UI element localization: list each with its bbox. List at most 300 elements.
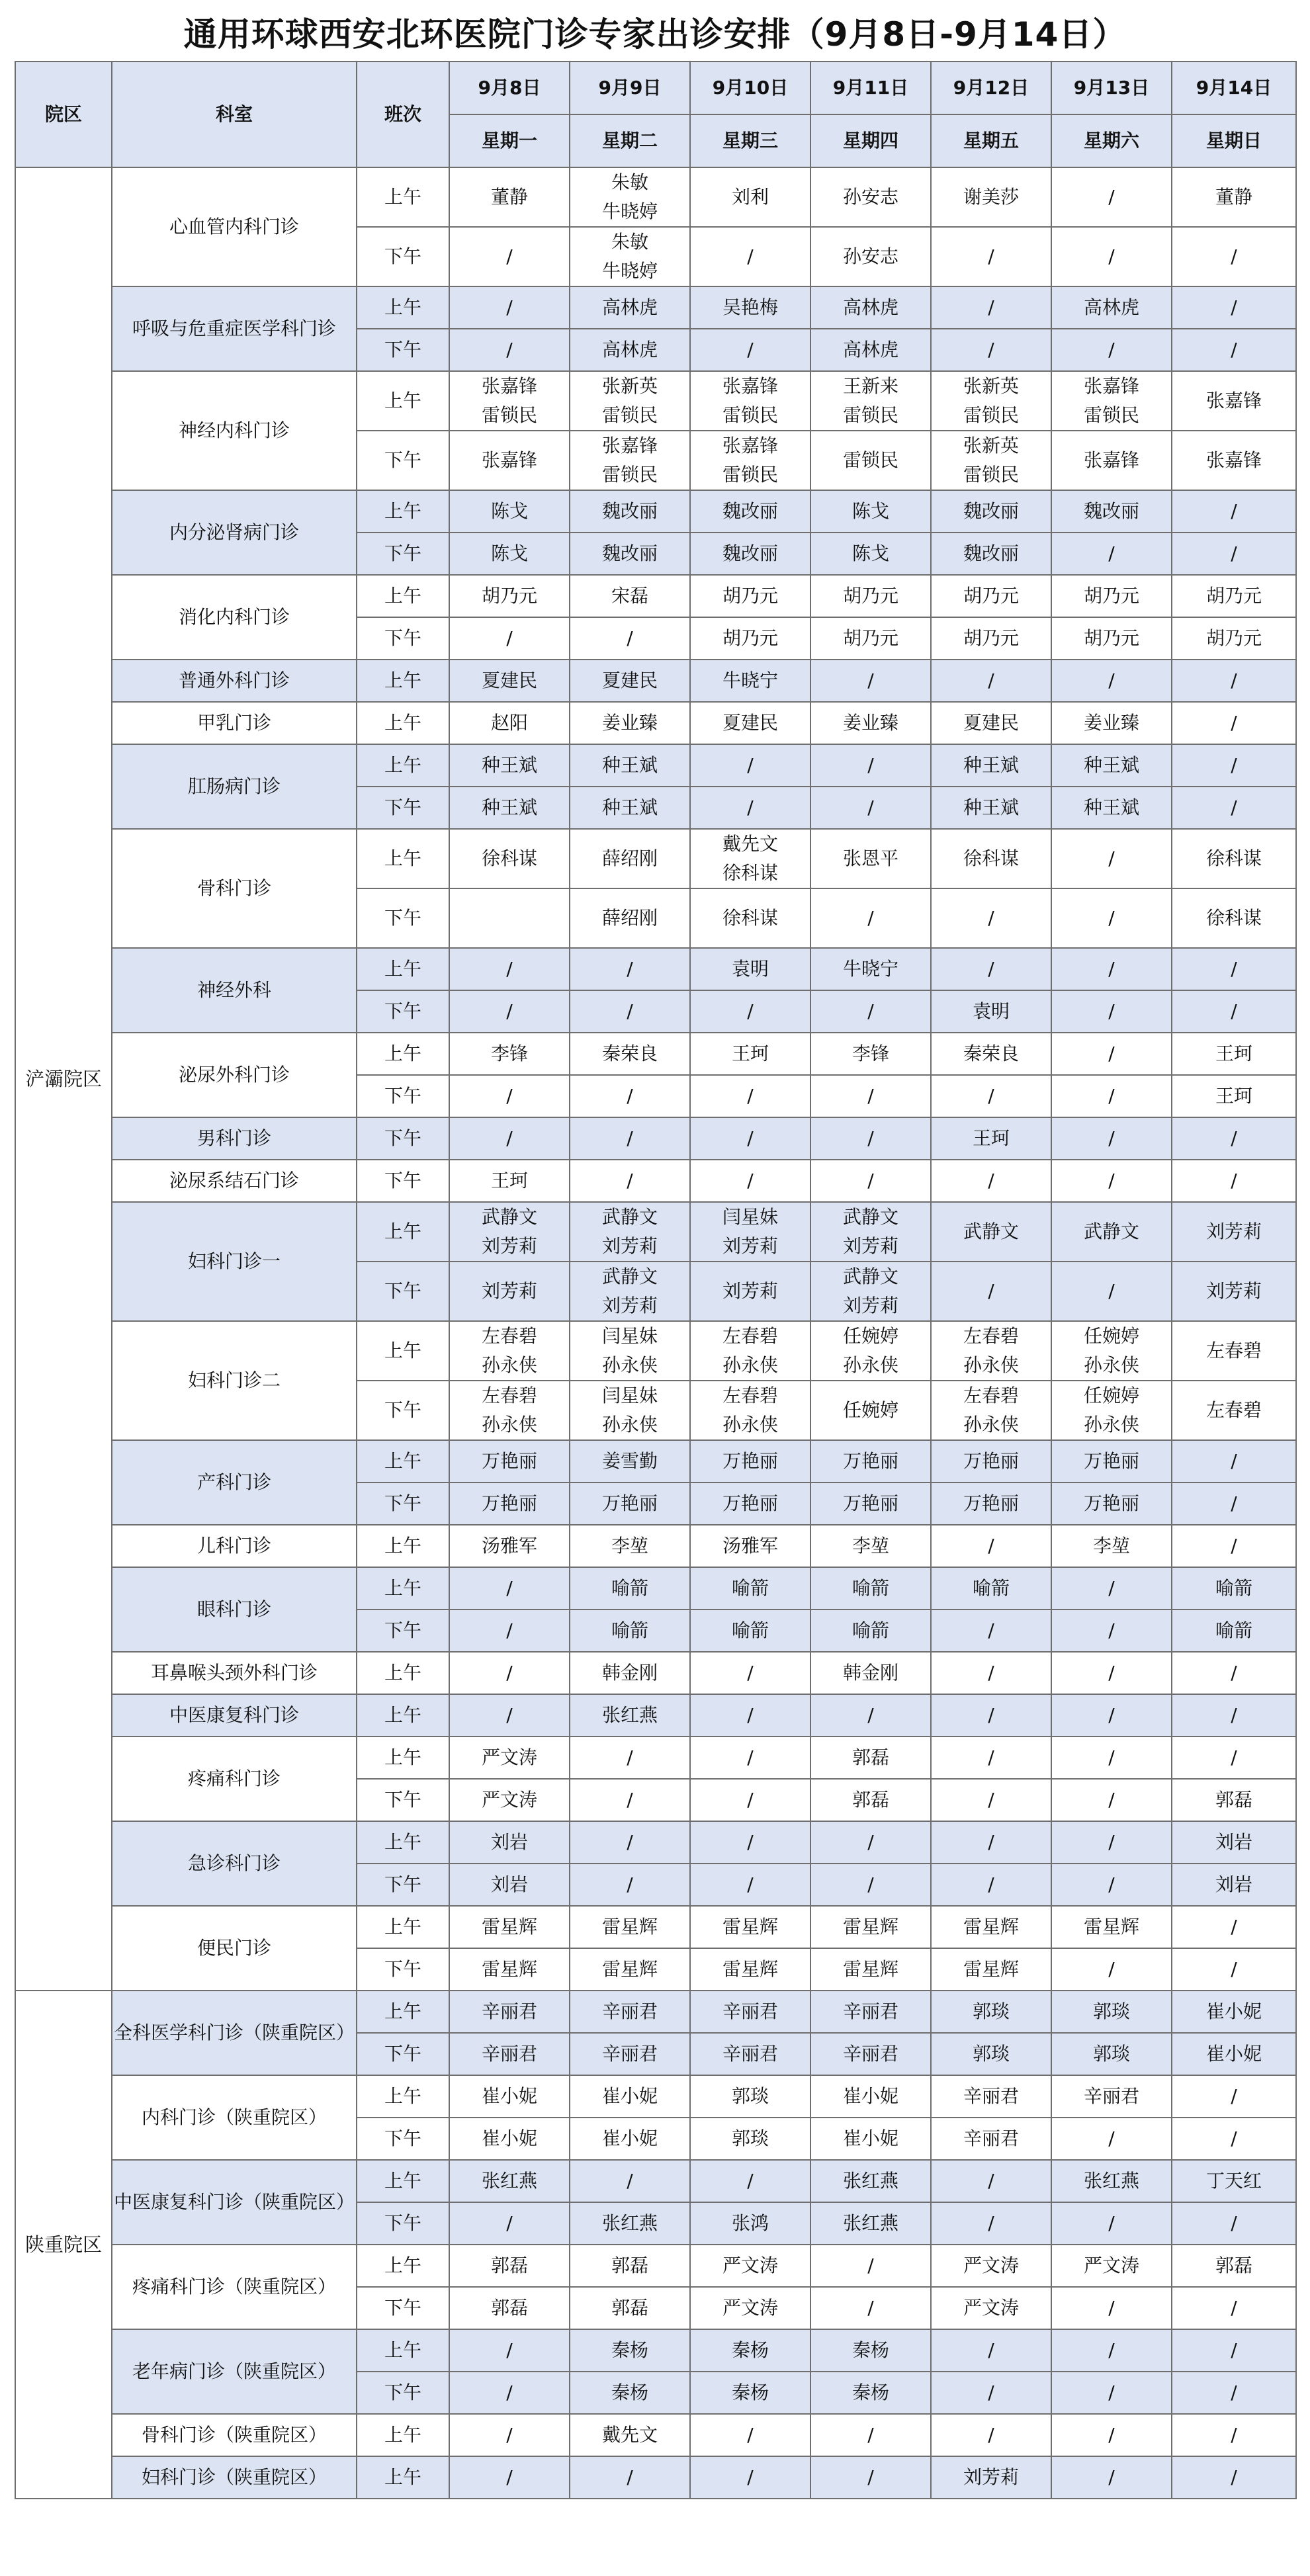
doctor-cell: 辛丽君: [931, 2118, 1051, 2160]
table-row: [15, 1440, 1296, 1482]
doctor-cell: 胡乃元: [449, 575, 570, 617]
doctor-cell: 魏改丽: [1051, 490, 1172, 533]
doctor-cell: 郭琰: [1051, 1991, 1172, 2033]
department-cell: 中医康复科门诊（陕重院区）: [112, 2160, 357, 2245]
doctor-cell: 刘岩: [1172, 1821, 1296, 1864]
doctor-cell: 陈戈: [449, 490, 570, 533]
doctor-cell: 左春碧: [1172, 1381, 1296, 1440]
doctor-cell: [570, 1321, 690, 1381]
doctor-cell: /: [570, 2160, 690, 2202]
table-row: [15, 948, 1296, 990]
doctor-name: 张嘉锋: [1083, 375, 1139, 397]
slot-cell: 上午: [357, 2329, 449, 2372]
doctor-cell: /: [690, 2414, 810, 2456]
doctor-cell: /: [690, 787, 810, 829]
header-date: 9月8日: [449, 62, 570, 114]
doctor-cell: /: [810, 990, 931, 1033]
doctor-cell: 秦杨: [810, 2329, 931, 2372]
doctor-name: 刘芳莉: [481, 1235, 537, 1257]
table-row: [15, 1160, 1296, 1202]
doctor-cell: /: [810, 1821, 931, 1864]
doctor-cell: /: [690, 1821, 810, 1864]
doctor-cell: /: [931, 2329, 1051, 2372]
doctor-cell: /: [1051, 1262, 1172, 1321]
doctor-cell: [1051, 371, 1172, 431]
doctor-cell: 汤雅军: [690, 1525, 810, 1567]
doctor-cell: /: [449, 2329, 570, 2372]
doctor-cell: 高林虎: [810, 329, 931, 371]
table-row: [15, 1117, 1296, 1160]
doctor-cell: /: [449, 1610, 570, 1652]
campus-cell: 陕重院区: [15, 1991, 112, 2499]
doctor-cell: /: [1051, 1737, 1172, 1779]
doctor-cell: 辛丽君: [570, 1991, 690, 2033]
slot-cell: 上午: [357, 2245, 449, 2287]
header-date: 9月9日: [570, 62, 690, 114]
doctor-name: 任婉婷: [1083, 1385, 1139, 1406]
doctor-cell: 吴艳梅: [690, 286, 810, 329]
doctor-cell: /: [1172, 2456, 1296, 2499]
header-weekday: 星期三: [690, 114, 810, 167]
doctor-name: 牛晓婷: [601, 260, 658, 282]
slot-cell: 下午: [357, 1779, 449, 1821]
doctor-cell: /: [570, 990, 690, 1033]
doctor-cell: 姜雪勤: [570, 1440, 690, 1482]
doctor-cell: 董静: [449, 167, 570, 227]
doctor-cell: /: [449, 286, 570, 329]
doctor-cell: 张嘉锋: [449, 431, 570, 490]
doctor-cell: /: [931, 2202, 1051, 2245]
doctor-name: 雷锁民: [963, 404, 1019, 426]
doctor-cell: /: [931, 2414, 1051, 2456]
doctor-cell: /: [449, 1567, 570, 1610]
doctor-cell: 夏建民: [570, 660, 690, 702]
slot-cell: 下午: [357, 1160, 449, 1202]
table-row: [15, 1033, 1296, 1075]
doctor-cell: 刘岩: [449, 1821, 570, 1864]
doctor-cell: [810, 371, 931, 431]
doctor-cell: /: [1172, 2118, 1296, 2160]
department-cell: 全科医学科门诊（陕重院区）: [112, 1991, 357, 2075]
table-row: [15, 744, 1296, 787]
doctor-cell: 魏改丽: [690, 490, 810, 533]
department-cell: 普通外科门诊: [112, 660, 357, 702]
doctor-cell: 万艳丽: [1051, 1440, 1172, 1482]
doctor-cell: /: [1172, 2414, 1296, 2456]
doctor-name: 雷锁民: [722, 404, 778, 426]
doctor-cell: /: [449, 2372, 570, 2414]
doctor-cell: 严文涛: [931, 2245, 1051, 2287]
doctor-cell: /: [1051, 1117, 1172, 1160]
doctor-cell: [449, 888, 570, 948]
doctor-cell: 雷星辉: [810, 1906, 931, 1948]
slot-cell: 下午: [357, 1482, 449, 1525]
doctor-cell: 喻箭: [810, 1610, 931, 1652]
doctor-cell: 喻箭: [690, 1610, 810, 1652]
doctor-name: 闫星妹: [722, 1206, 778, 1228]
doctor-cell: [570, 431, 690, 490]
doctor-cell: 徐科谋: [690, 888, 810, 948]
doctor-name: 雷锁民: [842, 404, 898, 426]
doctor-cell: /: [931, 1864, 1051, 1906]
doctor-cell: /: [449, 2414, 570, 2456]
table-row: [15, 1525, 1296, 1567]
doctor-cell: 夏建民: [931, 702, 1051, 744]
header-date: 9月12日: [931, 62, 1051, 114]
department-cell: 消化内科门诊: [112, 575, 357, 660]
doctor-cell: /: [810, 2245, 931, 2287]
doctor-cell: 薛绍刚: [570, 829, 690, 888]
doctor-cell: 秦荣良: [931, 1033, 1051, 1075]
doctor-cell: 辛丽君: [1051, 2075, 1172, 2118]
doctor-name: 左春碧: [722, 1385, 778, 1406]
doctor-cell: 雷锁民: [810, 431, 931, 490]
slot-cell: 上午: [357, 2456, 449, 2499]
doctor-cell: 辛丽君: [570, 2033, 690, 2075]
doctor-cell: /: [1172, 1525, 1296, 1567]
doctor-cell: 丁天红: [1172, 2160, 1296, 2202]
doctor-cell: /: [449, 1652, 570, 1694]
slot-cell: 上午: [357, 1694, 449, 1737]
doctor-cell: /: [1051, 990, 1172, 1033]
header-date: 9月10日: [690, 62, 810, 114]
doctor-cell: /: [1172, 533, 1296, 575]
doctor-cell: /: [810, 2456, 931, 2499]
doctor-cell: /: [931, 888, 1051, 948]
doctor-cell: /: [690, 1737, 810, 1779]
doctor-cell: /: [1051, 1948, 1172, 1991]
doctor-cell: [570, 371, 690, 431]
doctor-cell: 刘芳莉: [1172, 1202, 1296, 1262]
doctor-cell: [690, 1381, 810, 1440]
doctor-cell: 严文涛: [931, 2287, 1051, 2329]
doctor-cell: 万艳丽: [931, 1482, 1051, 1525]
doctor-cell: 雷星辉: [690, 1906, 810, 1948]
doctor-cell: [570, 1202, 690, 1262]
slot-cell: 下午: [357, 1262, 449, 1321]
slot-cell: 上午: [357, 948, 449, 990]
doctor-cell: 雷星辉: [449, 1948, 570, 1991]
department-cell: 耳鼻喉头颈外科门诊: [112, 1652, 357, 1694]
doctor-name: 武静文: [481, 1206, 537, 1228]
doctor-cell: /: [690, 1160, 810, 1202]
slot-cell: 上午: [357, 1906, 449, 1948]
doctor-cell: 姜业臻: [810, 702, 931, 744]
department-cell: 中医康复科门诊: [112, 1694, 357, 1737]
slot-cell: 下午: [357, 990, 449, 1033]
header-weekday: 星期一: [449, 114, 570, 167]
doctor-cell: 万艳丽: [810, 1440, 931, 1482]
doctor-cell: 胡乃元: [1051, 575, 1172, 617]
table-row: [15, 167, 1296, 227]
table-row: [15, 490, 1296, 533]
doctor-cell: 万艳丽: [449, 1440, 570, 1482]
doctor-cell: 胡乃元: [931, 617, 1051, 660]
doctor-cell: [449, 1321, 570, 1381]
doctor-name: 戴先文: [722, 833, 778, 855]
doctor-cell: 郭琰: [690, 2118, 810, 2160]
doctor-name: 雷锁民: [1083, 404, 1139, 426]
slot-cell: 下午: [357, 329, 449, 371]
doctor-cell: /: [690, 1694, 810, 1737]
doctor-cell: 张鸿: [690, 2202, 810, 2245]
doctor-name: 刘芳莉: [842, 1235, 898, 1257]
doctor-cell: 郭磊: [570, 2287, 690, 2329]
slot-cell: 上午: [357, 1440, 449, 1482]
doctor-cell: [931, 1381, 1051, 1440]
doctor-name: 朱敏: [611, 171, 648, 193]
doctor-cell: 韩金刚: [810, 1652, 931, 1694]
slot-cell: 下午: [357, 1381, 449, 1440]
doctor-cell: /: [810, 1075, 931, 1117]
doctor-cell: /: [449, 1075, 570, 1117]
doctor-cell: /: [1051, 1567, 1172, 1610]
doctor-cell: /: [1172, 1440, 1296, 1482]
doctor-cell: /: [931, 329, 1051, 371]
doctor-cell: 赵阳: [449, 702, 570, 744]
doctor-name: 孙永侠: [1083, 1354, 1139, 1376]
doctor-cell: 辛丽君: [810, 2033, 931, 2075]
doctor-cell: 胡乃元: [690, 575, 810, 617]
doctor-cell: 喻箭: [810, 1567, 931, 1610]
header-row-dates: [15, 62, 1296, 114]
table-row: [15, 1567, 1296, 1610]
slot-cell: 下午: [357, 2372, 449, 2414]
doctor-cell: 崔小妮: [449, 2118, 570, 2160]
doctor-cell: /: [449, 2202, 570, 2245]
doctor-name: 张嘉锋: [722, 435, 778, 456]
doctor-name: 武静文: [842, 1266, 898, 1287]
doctor-cell: 胡乃元: [690, 617, 810, 660]
doctor-cell: 崔小妮: [810, 2075, 931, 2118]
doctor-name: 雷锁民: [601, 404, 658, 426]
doctor-cell: /: [1172, 286, 1296, 329]
doctor-cell: 辛丽君: [931, 2075, 1051, 2118]
doctor-cell: /: [1172, 1482, 1296, 1525]
doctor-cell: 汤雅军: [449, 1525, 570, 1567]
table-row: [15, 286, 1296, 329]
slot-cell: 下午: [357, 888, 449, 948]
doctor-cell: /: [1172, 490, 1296, 533]
doctor-cell: 袁明: [931, 990, 1051, 1033]
doctor-cell: 夏建民: [449, 660, 570, 702]
doctor-cell: /: [449, 617, 570, 660]
slot-cell: 上午: [357, 2414, 449, 2456]
slot-cell: 下午: [357, 1075, 449, 1117]
doctor-cell: 刘岩: [1172, 1864, 1296, 1906]
doctor-cell: /: [1051, 1652, 1172, 1694]
doctor-cell: 姜业臻: [570, 702, 690, 744]
doctor-cell: /: [1172, 1652, 1296, 1694]
doctor-cell: /: [810, 2414, 931, 2456]
doctor-cell: /: [931, 948, 1051, 990]
doctor-cell: 刘芳莉: [690, 1262, 810, 1321]
doctor-cell: 严文涛: [1051, 2245, 1172, 2287]
department-cell: 疼痛科门诊（陕重院区）: [112, 2245, 357, 2329]
doctor-cell: 魏改丽: [570, 533, 690, 575]
doctor-cell: [690, 1321, 810, 1381]
slot-cell: 上午: [357, 702, 449, 744]
doctor-cell: 胡乃元: [810, 617, 931, 660]
doctor-cell: /: [1051, 2372, 1172, 2414]
doctor-cell: /: [1172, 2372, 1296, 2414]
doctor-cell: 姜业臻: [1051, 702, 1172, 744]
doctor-cell: 胡乃元: [1051, 617, 1172, 660]
doctor-cell: [931, 371, 1051, 431]
doctor-name: 张新英: [963, 435, 1019, 456]
doctor-cell: /: [690, 1779, 810, 1821]
doctor-cell: /: [1172, 227, 1296, 286]
doctor-cell: 郭琰: [690, 2075, 810, 2118]
department-cell: 心血管内科门诊: [112, 167, 357, 286]
doctor-cell: 喻箭: [1172, 1567, 1296, 1610]
doctor-cell: 郭磊: [449, 2245, 570, 2287]
doctor-cell: /: [1172, 2075, 1296, 2118]
doctor-cell: /: [931, 1525, 1051, 1567]
slot-cell: 上午: [357, 167, 449, 227]
doctor-name: 孙永侠: [722, 1354, 778, 1376]
doctor-cell: 胡乃元: [810, 575, 931, 617]
slot-cell: 下午: [357, 787, 449, 829]
slot-cell: 上午: [357, 1821, 449, 1864]
doctor-name: 雷锁民: [963, 464, 1019, 486]
doctor-cell: /: [449, 1694, 570, 1737]
doctor-cell: 陈戈: [449, 533, 570, 575]
doctor-cell: 张红燕: [570, 1694, 690, 1737]
doctor-cell: 雷星辉: [690, 1948, 810, 1991]
doctor-cell: /: [690, 2456, 810, 2499]
slot-cell: 下午: [357, 2118, 449, 2160]
doctor-cell: 万艳丽: [690, 1482, 810, 1525]
doctor-cell: 徐科谋: [1172, 888, 1296, 948]
doctor-cell: 刘芳莉: [1172, 1262, 1296, 1321]
doctor-cell: 崔小妮: [570, 2075, 690, 2118]
department-cell: 产科门诊: [112, 1440, 357, 1525]
doctor-cell: 魏改丽: [570, 490, 690, 533]
doctor-cell: 武静文: [1051, 1202, 1172, 1262]
slot-cell: 下午: [357, 2033, 449, 2075]
doctor-name: 左春碧: [963, 1385, 1019, 1406]
doctor-cell: 高林虎: [570, 286, 690, 329]
slot-cell: 上午: [357, 1567, 449, 1610]
doctor-cell: 郭琰: [931, 1991, 1051, 2033]
doctor-cell: 孙安志: [810, 227, 931, 286]
slot-cell: 上午: [357, 1525, 449, 1567]
doctor-cell: /: [1051, 2414, 1172, 2456]
doctor-cell: /: [931, 1821, 1051, 1864]
doctor-cell: /: [1051, 1033, 1172, 1075]
slot-cell: 上午: [357, 286, 449, 329]
doctor-cell: /: [1172, 1694, 1296, 1737]
table-row: [15, 1821, 1296, 1864]
doctor-cell: /: [690, 2160, 810, 2202]
doctor-cell: 韩金刚: [570, 1652, 690, 1694]
doctor-cell: [449, 1202, 570, 1262]
doctor-cell: /: [570, 1117, 690, 1160]
department-cell: 内分泌肾病门诊: [112, 490, 357, 575]
doctor-cell: 喻箭: [931, 1567, 1051, 1610]
slot-cell: 上午: [357, 829, 449, 888]
doctor-cell: 种王斌: [1051, 787, 1172, 829]
doctor-cell: 种王斌: [931, 744, 1051, 787]
doctor-cell: /: [1172, 1160, 1296, 1202]
header-weekday: 星期五: [931, 114, 1051, 167]
doctor-cell: /: [931, 1694, 1051, 1737]
doctor-cell: /: [570, 1864, 690, 1906]
doctor-cell: [931, 1321, 1051, 1381]
doctor-cell: 胡乃元: [931, 575, 1051, 617]
doctor-cell: 夏建民: [690, 702, 810, 744]
doctor-cell: /: [690, 329, 810, 371]
doctor-name: 孙永侠: [481, 1354, 537, 1376]
doctor-cell: /: [810, 1864, 931, 1906]
slot-cell: 下午: [357, 1117, 449, 1160]
doctor-cell: /: [570, 1737, 690, 1779]
doctor-name: 左春碧: [722, 1325, 778, 1347]
doctor-cell: /: [1051, 1694, 1172, 1737]
doctor-cell: 种王斌: [570, 744, 690, 787]
doctor-cell: /: [690, 1864, 810, 1906]
doctor-name: 孙永侠: [722, 1414, 778, 1436]
doctor-name: 刘芳莉: [601, 1295, 658, 1316]
doctor-cell: /: [570, 1160, 690, 1202]
doctor-cell: 李锋: [810, 1033, 931, 1075]
doctor-cell: /: [810, 1694, 931, 1737]
doctor-name: 徐科谋: [722, 862, 778, 884]
doctor-cell: 崔小妮: [810, 2118, 931, 2160]
doctor-cell: [931, 431, 1051, 490]
slot-cell: 上午: [357, 2075, 449, 2118]
doctor-cell: 严文涛: [690, 2245, 810, 2287]
doctor-cell: /: [931, 1160, 1051, 1202]
doctor-cell: /: [1172, 2287, 1296, 2329]
doctor-cell: /: [810, 888, 931, 948]
header-weekday: 星期四: [810, 114, 931, 167]
doctor-name: 张嘉锋: [601, 435, 658, 456]
department-cell: 疼痛科门诊: [112, 1737, 357, 1821]
slot-cell: 上午: [357, 575, 449, 617]
header-date: 9月11日: [810, 62, 931, 114]
doctor-cell: /: [449, 2456, 570, 2499]
doctor-name: 雷锁民: [601, 464, 658, 486]
doctor-cell: 张红燕: [449, 2160, 570, 2202]
doctor-cell: /: [931, 1610, 1051, 1652]
page-title: 通用环球西安北环医院门诊专家出诊安排（9月8日-9月14日）: [183, 15, 1127, 54]
doctor-name: 任婉婷: [842, 1325, 898, 1347]
doctor-cell: 万艳丽: [931, 1440, 1051, 1482]
doctor-cell: [570, 227, 690, 286]
doctor-name: 刘芳莉: [722, 1235, 778, 1257]
doctor-cell: [690, 431, 810, 490]
doctor-cell: 喻箭: [570, 1610, 690, 1652]
doctor-cell: 袁明: [690, 948, 810, 990]
doctor-cell: /: [1051, 1864, 1172, 1906]
header-slot: 班次: [357, 62, 449, 167]
slot-cell: 下午: [357, 533, 449, 575]
doctor-name: 孙永侠: [481, 1414, 537, 1436]
doctor-name: 刘芳莉: [601, 1235, 658, 1257]
doctor-cell: /: [810, 744, 931, 787]
doctor-cell: /: [1051, 1075, 1172, 1117]
slot-cell: 上午: [357, 490, 449, 533]
slot-cell: 上午: [357, 1321, 449, 1381]
doctor-cell: /: [931, 2372, 1051, 2414]
table-row: [15, 1737, 1296, 1779]
doctor-cell: [690, 829, 810, 888]
department-cell: 神经外科: [112, 948, 357, 1033]
doctor-name: 牛晓婷: [601, 200, 658, 222]
doctor-cell: 张嘉锋: [1172, 431, 1296, 490]
